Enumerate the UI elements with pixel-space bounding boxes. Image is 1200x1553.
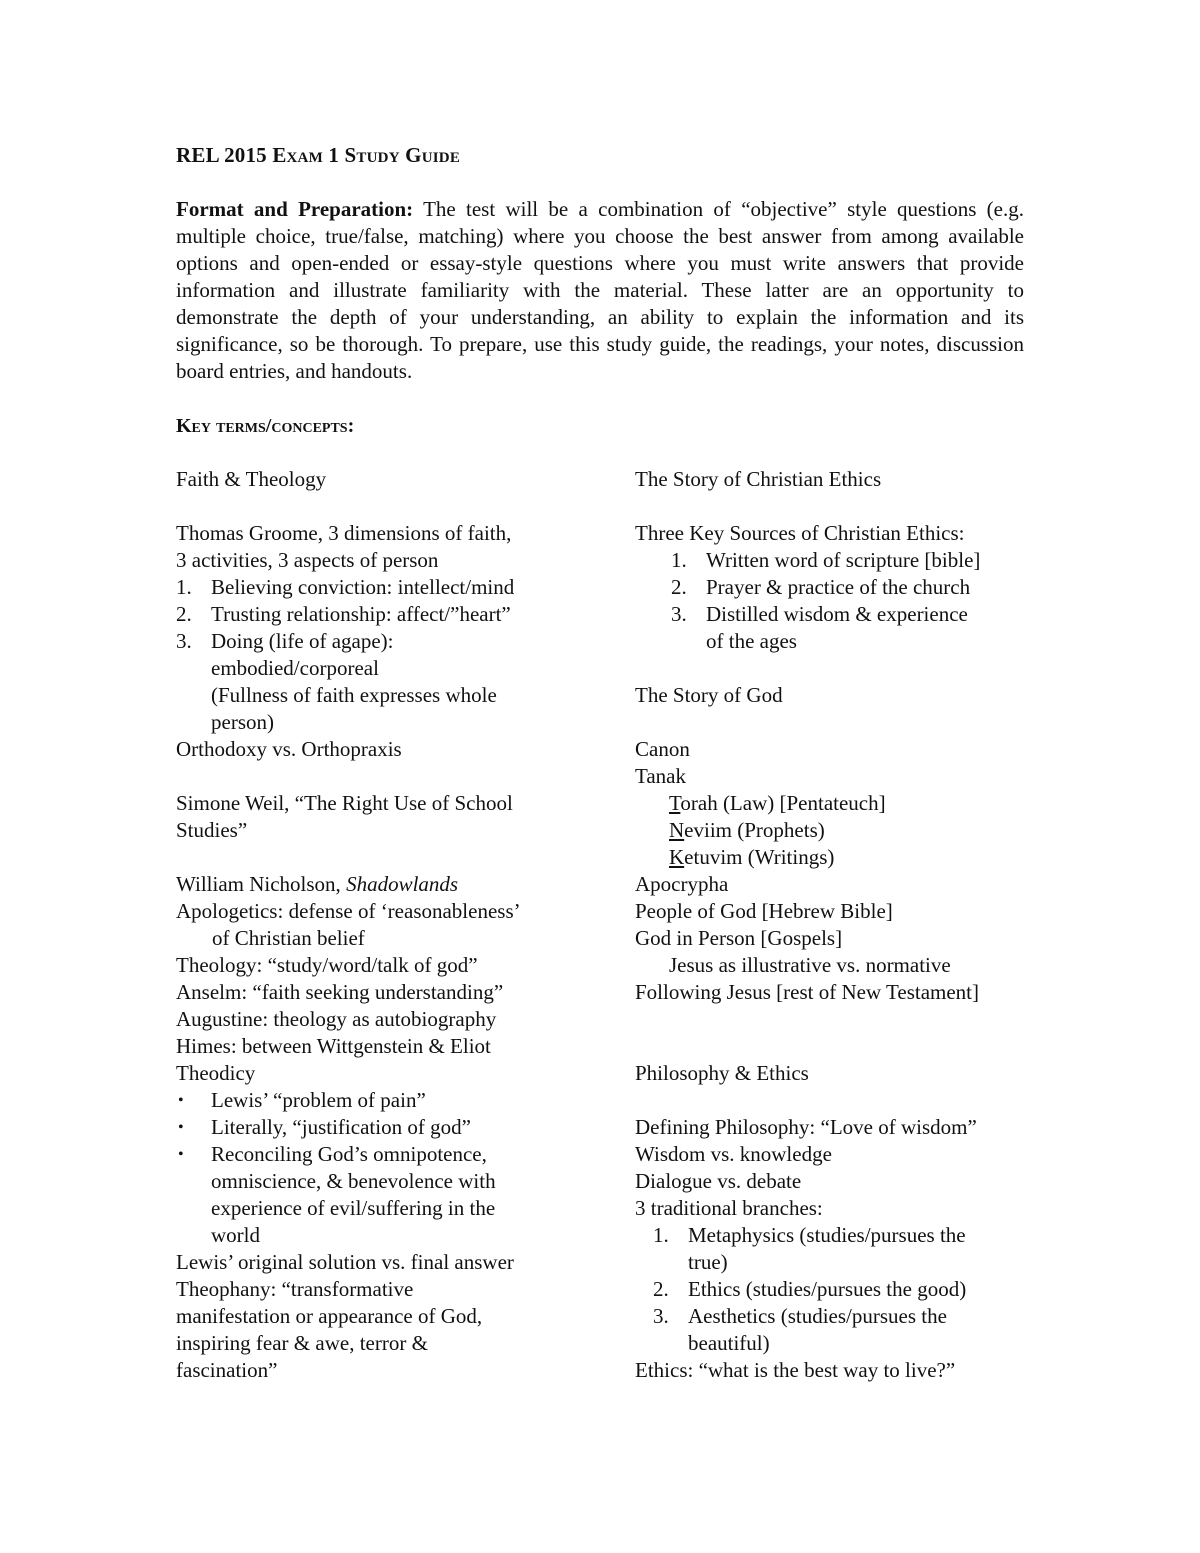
left-column	[176, 466, 596, 1384]
faith-heading: Faith & Theology	[176, 467, 327, 491]
theophany-line-2: manifestation or appearance of God,	[176, 1304, 483, 1328]
philosophy-heading: Philosophy & Ethics	[635, 1061, 809, 1085]
groome-line-1: Thomas Groome, 3 dimensions of faith,	[176, 521, 512, 545]
bullet-item-continuation: omniscience, & benevolence with	[211, 1169, 496, 1193]
people-of-god-line: People of God [Hebrew Bible]	[635, 899, 893, 923]
list-item: 2. Prayer & practice of the church	[671, 575, 971, 599]
bullet-item-continuation: experience of evil/suffering in the	[211, 1196, 496, 1220]
branches-heading: 3 traditional branches:	[635, 1196, 823, 1220]
list-item-continuation: embodied/corporeal	[211, 656, 379, 680]
tanak-line: Tanak	[635, 764, 687, 788]
apologetics-line-2: of Christian belief	[212, 926, 365, 950]
sources-heading: Three Key Sources of Christian Ethics:	[635, 521, 965, 545]
list-item: 3. Distilled wisdom & experience	[671, 602, 968, 626]
right-column	[635, 466, 1055, 1384]
list-item-continuation: of the ages	[706, 629, 797, 653]
orthodoxy-line: Orthodoxy vs. Orthopraxis	[176, 737, 402, 761]
list-item: 3. Doing (life of agape):	[176, 629, 394, 653]
theophany-line-4: fascination”	[176, 1358, 278, 1382]
wisdom-line: Wisdom vs. knowledge	[635, 1142, 832, 1166]
page-title: REL 2015 Exam 1 Study Guide	[176, 143, 461, 167]
list-item: 1. Metaphysics (studies/pursues the	[653, 1223, 966, 1247]
nicholson-line: William Nicholson, Shadowlands	[176, 872, 459, 896]
intro-label: Format and Preparation:	[176, 197, 414, 221]
weil-line-2: Studies”	[176, 818, 248, 842]
neviim-line: Neviim (Prophets)	[669, 818, 825, 842]
jesus-line: Jesus as illustrative vs. normative	[669, 953, 951, 977]
shadowlands-title: Shadowlands	[346, 872, 459, 896]
apocrypha-line: Apocrypha	[635, 872, 729, 896]
lewis-line: Lewis’ original solution vs. final answer	[176, 1250, 514, 1274]
list-item: 2. Trusting relationship: affect/”heart”	[176, 602, 511, 626]
story-ethics-heading: The Story of Christian Ethics	[635, 467, 882, 491]
intro-paragraph	[176, 196, 1024, 385]
list-item: 3. Aesthetics (studies/pursues the	[653, 1304, 947, 1328]
list-item-continuation: beautiful)	[688, 1331, 770, 1355]
defining-line: Defining Philosophy: “Love of wisdom”	[635, 1115, 977, 1139]
groome-line-2: 3 activities, 3 aspects of person	[176, 548, 439, 572]
following-jesus-line: Following Jesus [rest of New Testament]	[635, 980, 980, 1004]
list-item-continuation: (Fullness of faith expresses whole	[211, 683, 497, 707]
augustine-line: Augustine: theology as autobiography	[176, 1007, 497, 1031]
bullet-item: • Literally, “justification of god”	[178, 1115, 471, 1139]
theology-line: Theology: “study/word/talk of god”	[176, 953, 478, 977]
theophany-line-1: Theophany: “transformative	[176, 1277, 414, 1301]
anselm-line: Anselm: “faith seeking understanding”	[176, 980, 504, 1004]
list-item-continuation: person)	[211, 710, 274, 734]
bullet-icon: •	[178, 1092, 184, 1109]
god-in-person-line: God in Person [Gospels]	[635, 926, 843, 950]
bullet-item-continuation: world	[211, 1223, 260, 1247]
weil-line-1: Simone Weil, “The Right Use of School	[176, 791, 513, 815]
theophany-line-3: inspiring fear & awe, terror &	[176, 1331, 428, 1355]
torah-line: Torah (Law) [Pentateuch]	[669, 791, 886, 815]
story-god-heading: The Story of God	[635, 683, 783, 707]
ketuvim-line: Ketuvim (Writings)	[669, 845, 835, 869]
theodicy-line: Theodicy	[176, 1061, 256, 1085]
ethics-question-line: Ethics: “what is the best way to live?”	[635, 1358, 956, 1382]
bullet-item: • Lewis’ “problem of pain”	[178, 1088, 426, 1112]
intro-text: The test will be a combination of “objective” style questions (e.g. multiple choice, true/false, matching) where you choose the best answer from among available options and open-ended or essay-style questions where you must write answers that provide information and illustrate familiarity with the material. These latter are an opportunity to demonstrate the depth of your understanding, an ability to explain the information and its significance, so be thorough. To prepare, use this study guide, the readings, your notes, discussion board entries, and handouts.	[176, 197, 1024, 383]
dialogue-line: Dialogue vs. debate	[635, 1169, 802, 1193]
list-item-continuation: true)	[688, 1250, 728, 1274]
canon-line: Canon	[635, 737, 690, 761]
apologetics-line-1: Apologetics: defense of ‘reasonableness’	[176, 899, 521, 923]
key-terms-heading: Key terms/concepts:	[176, 415, 355, 437]
bullet-icon: •	[178, 1146, 184, 1163]
list-item: 1. Written word of scripture [bible]	[671, 548, 981, 572]
list-item: 2. Ethics (studies/pursues the good)	[653, 1277, 967, 1301]
himes-line: Himes: between Wittgenstein & Eliot	[176, 1034, 491, 1058]
bullet-icon: •	[178, 1119, 184, 1136]
bullet-item: • Reconciling God’s omnipotence,	[178, 1142, 487, 1166]
list-item: 1. Believing conviction: intellect/mind	[176, 575, 515, 599]
